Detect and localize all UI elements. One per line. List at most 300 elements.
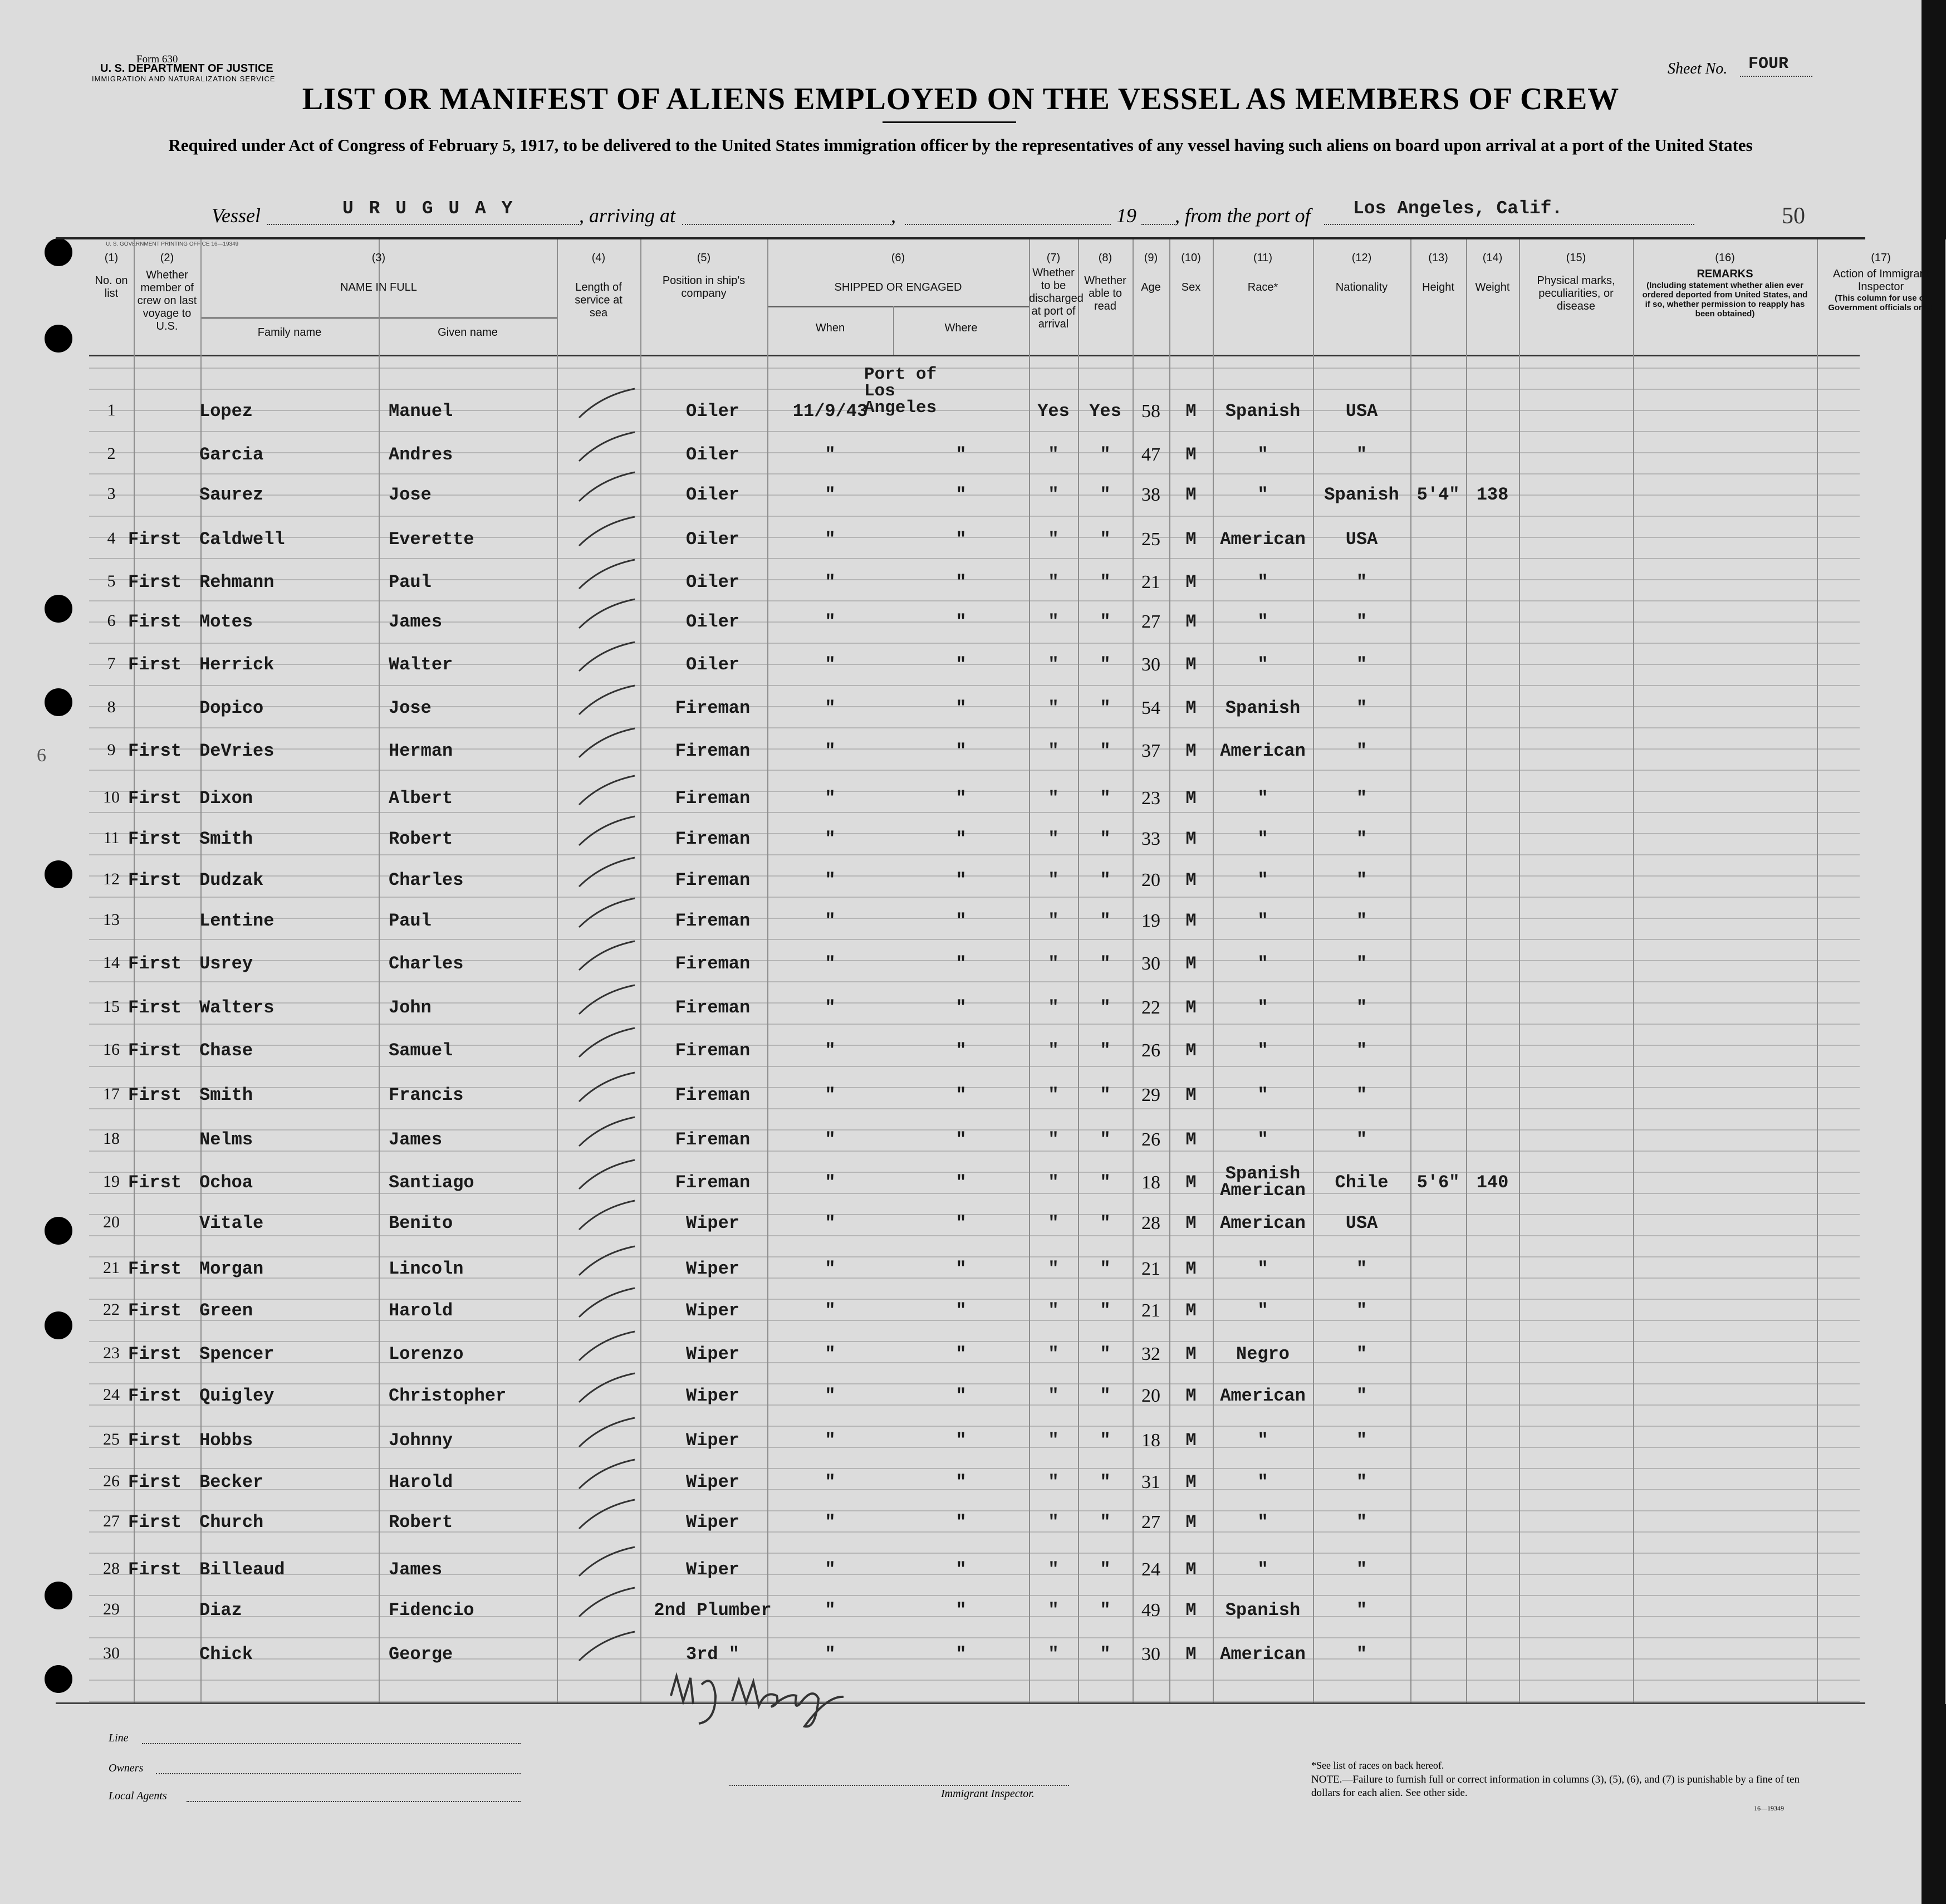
row-9-disch: " <box>1048 741 1059 761</box>
row-25-position: Wiper <box>685 1430 739 1451</box>
row-30-where: " <box>955 1644 967 1665</box>
row-19-age: 18 <box>1141 1172 1160 1193</box>
row-5-prev: First <box>128 572 182 593</box>
row-5-disch: " <box>1048 572 1059 593</box>
row-12-where: " <box>955 870 967 890</box>
service-tick-mark <box>568 1196 640 1235</box>
row-12-family: Dudzak <box>199 870 264 890</box>
col-prev-voyage-header: (2) Whether member of crew on last voyage to U.S. <box>137 252 197 332</box>
footer-form-code: 16—19349 <box>1754 1804 1784 1812</box>
grid-line <box>89 473 1860 474</box>
col-no-header: (1) No. on list <box>95 252 128 300</box>
row-13-disch: " <box>1048 911 1059 931</box>
row-22-position: Wiper <box>685 1300 739 1321</box>
row-7-given: Walter <box>389 654 453 675</box>
row-13-given: Paul <box>389 911 432 931</box>
row-19-weight: 140 <box>1476 1172 1509 1193</box>
row-15-prev: First <box>128 997 182 1018</box>
row-29-given: Fidencio <box>389 1600 474 1621</box>
service-tick-mark <box>568 1284 640 1323</box>
binder-hole <box>45 1582 72 1609</box>
row-11-age: 33 <box>1141 829 1160 849</box>
row-15-read: " <box>1100 997 1111 1018</box>
row-23-sex: M <box>1185 1344 1197 1364</box>
row-19-position: Fireman <box>675 1172 751 1193</box>
row-11-sex: M <box>1185 829 1197 849</box>
row-11-no: 11 <box>103 829 120 847</box>
row-16-given: Samuel <box>389 1040 453 1061</box>
row-12-nat: " <box>1356 870 1367 890</box>
row-17-prev: First <box>128 1085 182 1105</box>
col-position-header: (5) Position in ship's company <box>662 252 746 300</box>
binder-hole <box>45 688 72 716</box>
grid-line <box>89 1256 1860 1257</box>
row-16-family: Chase <box>199 1040 253 1061</box>
row-22-disch: " <box>1048 1300 1059 1321</box>
grid-line <box>89 981 1860 982</box>
row-8-family: Dopico <box>199 698 264 718</box>
service-tick-mark <box>568 1369 640 1408</box>
row-8-disch: " <box>1048 698 1059 718</box>
row-9-where: " <box>955 741 967 761</box>
row-7-family: Herrick <box>199 654 275 675</box>
row-21-position: Wiper <box>685 1259 739 1279</box>
row-17-age: 29 <box>1141 1085 1160 1105</box>
row-26-race: " <box>1257 1472 1268 1492</box>
col-race-header: (11) Race* <box>1247 252 1278 293</box>
races-note: *See list of races on back hereof. <box>1311 1760 1444 1771</box>
row-3-given: Jose <box>389 484 432 505</box>
column-divider <box>1633 239 1634 1704</box>
row-29-no: 29 <box>103 1600 120 1618</box>
row-23-given: Lorenzo <box>389 1344 464 1364</box>
row-16-age: 26 <box>1141 1040 1160 1061</box>
service-tick-mark <box>568 681 640 720</box>
row-11-position: Fireman <box>675 829 751 849</box>
row-15-race: " <box>1257 997 1268 1018</box>
row-12-disch: " <box>1048 870 1059 890</box>
row-23-where: " <box>955 1344 967 1364</box>
vessel-line <box>267 224 579 225</box>
row-5-sex: M <box>1185 572 1197 593</box>
service-tick-mark <box>568 468 640 507</box>
port-value: Los Angeles, Calif. <box>1353 198 1563 219</box>
row-2-disch: " <box>1048 444 1059 465</box>
row-4-no: 4 <box>107 529 116 547</box>
row-30-given: George <box>389 1644 453 1665</box>
row-2-position: Oiler <box>685 444 739 465</box>
row-7-sex: M <box>1185 654 1197 675</box>
row-12-no: 12 <box>103 870 120 888</box>
row-18-where: " <box>955 1129 967 1150</box>
service-tick-mark <box>568 384 640 423</box>
form-number: Form 630 <box>136 53 178 65</box>
row-13-sex: M <box>1185 911 1197 931</box>
row-24-no: 24 <box>103 1386 120 1404</box>
row-3-position: Oiler <box>685 484 739 505</box>
row-15-disch: " <box>1048 997 1059 1018</box>
row-10-nat: " <box>1356 788 1367 809</box>
row-1-sex: M <box>1185 401 1197 422</box>
row-19-when: " <box>825 1172 836 1193</box>
row-1-age: 58 <box>1141 401 1160 422</box>
row-20-age: 28 <box>1141 1213 1160 1234</box>
row-2-nat: " <box>1356 444 1367 465</box>
col-nationality-header: (12) Nationality <box>1335 252 1388 293</box>
row-28-read: " <box>1100 1559 1111 1580</box>
row-19-no: 19 <box>103 1172 120 1191</box>
row-14-race: " <box>1257 953 1268 974</box>
row-6-given: James <box>389 611 443 632</box>
row-28-disch: " <box>1048 1559 1059 1580</box>
row-4-prev: First <box>128 529 182 550</box>
page-subtitle: Required under Act of Congress of February 5, 1917, to be delivered to the United States immigration officer by the representatives of any vessel having such aliens on board upon arrival at a port of the United States <box>168 135 1753 155</box>
service-tick-mark <box>568 812 640 851</box>
service-tick-mark <box>568 1242 640 1281</box>
row-20-where: " <box>955 1213 967 1234</box>
row-17-disch: " <box>1048 1085 1059 1105</box>
row-20-family: Vitale <box>199 1213 264 1234</box>
row-2-age: 47 <box>1141 444 1160 465</box>
row-5-nat: " <box>1356 572 1367 593</box>
row-26-prev: First <box>128 1472 182 1492</box>
row-22-where: " <box>955 1300 967 1321</box>
row-16-prev: First <box>128 1040 182 1061</box>
department-name: U. S. DEPARTMENT OF JUSTICE <box>100 62 273 75</box>
row-26-disch: " <box>1048 1472 1059 1492</box>
row-2-no: 2 <box>107 444 116 463</box>
row-4-age: 25 <box>1141 529 1160 550</box>
row-3-race: " <box>1257 484 1268 505</box>
row-1-nat: USA <box>1345 401 1378 422</box>
row-4-read: " <box>1100 529 1111 550</box>
grid-line <box>89 1066 1860 1067</box>
row-8-given: Jose <box>389 698 432 718</box>
row-22-race: " <box>1257 1300 1268 1321</box>
row-20-when: " <box>825 1213 836 1234</box>
row-10-no: 10 <box>103 788 120 806</box>
row-30-disch: " <box>1048 1644 1059 1665</box>
row-10-race: " <box>1257 788 1268 809</box>
row-20-disch: " <box>1048 1213 1059 1234</box>
row-11-race: " <box>1257 829 1268 849</box>
row-6-age: 27 <box>1141 611 1160 632</box>
service-tick-mark <box>568 771 640 810</box>
service-tick-mark <box>568 1068 640 1107</box>
vessel-label: Vessel <box>212 204 261 227</box>
col-marks-header: (15) Physical marks, peculiarities, or disease <box>1537 252 1615 312</box>
row-3-family: Saurez <box>199 484 264 505</box>
row-14-family: Usrey <box>199 953 253 974</box>
binder-hole <box>45 325 72 353</box>
row-29-read: " <box>1100 1600 1111 1621</box>
row-9-prev: First <box>128 741 182 761</box>
row-21-read: " <box>1100 1259 1111 1279</box>
row-15-where: " <box>955 997 967 1018</box>
row-8-read: " <box>1100 698 1111 718</box>
row-28-nat: " <box>1356 1559 1367 1580</box>
grid-line <box>89 1680 1860 1681</box>
column-divider <box>379 239 380 1704</box>
grid-line <box>89 1151 1860 1152</box>
row-26-sex: M <box>1185 1472 1197 1492</box>
row-27-race: " <box>1257 1512 1268 1533</box>
column-divider <box>1519 239 1520 1704</box>
row-15-nat: " <box>1356 997 1367 1018</box>
row-23-disch: " <box>1048 1344 1059 1364</box>
row-21-race: " <box>1257 1259 1268 1279</box>
grid-line <box>89 431 1860 432</box>
col-remarks-header: (16) REMARKS (Including statement whether alien ever ordered deported from United States, and if so, whether permission to reapply has been obtained) <box>1642 252 1808 319</box>
grid-line <box>89 1701 1860 1702</box>
sheet-label: Sheet No. <box>1668 60 1728 77</box>
row-13-family: Lentine <box>199 911 275 931</box>
row-25-race: " <box>1257 1430 1268 1451</box>
row-4-race: American <box>1220 529 1306 550</box>
service-tick-mark <box>568 1413 640 1452</box>
service-tick-mark <box>568 1543 640 1582</box>
row-30-when: " <box>825 1644 836 1665</box>
row-1-read: Yes <box>1089 401 1121 422</box>
service-tick-mark <box>568 595 640 634</box>
row-22-sex: M <box>1185 1300 1197 1321</box>
row-9-race: American <box>1220 741 1306 761</box>
row-23-nat: " <box>1356 1344 1367 1364</box>
row-3-no: 3 <box>107 484 116 503</box>
binder-hole <box>45 1217 72 1245</box>
row-22-family: Green <box>199 1300 253 1321</box>
row-21-no: 21 <box>103 1259 120 1277</box>
row-7-nat: " <box>1356 654 1367 675</box>
row-18-read: " <box>1100 1129 1111 1150</box>
row-26-no: 26 <box>103 1472 120 1490</box>
sheet-value: FOUR <box>1748 55 1789 74</box>
from-port-label: , from the port of <box>1175 204 1311 227</box>
column-divider <box>640 239 641 1704</box>
row-8-age: 54 <box>1141 698 1160 718</box>
row-25-family: Hobbs <box>199 1430 253 1451</box>
grid-line <box>89 727 1860 728</box>
row-12-when: " <box>825 870 836 890</box>
row-17-no: 17 <box>103 1085 120 1103</box>
col-when-header: When <box>815 322 845 334</box>
row-4-disch: " <box>1048 529 1059 550</box>
row-29-disch: " <box>1048 1600 1059 1621</box>
row-10-sex: M <box>1185 788 1197 809</box>
row-20-race: American <box>1220 1213 1306 1234</box>
row-12-race: " <box>1257 870 1268 890</box>
row-3-when: " <box>825 484 836 505</box>
year-line <box>1141 224 1175 225</box>
row-26-given: Harold <box>389 1472 453 1492</box>
row-23-when: " <box>825 1344 836 1364</box>
service-tick-mark <box>568 1583 640 1622</box>
row-1-when: 11/9/43 <box>792 401 868 422</box>
row-23-family: Spencer <box>199 1344 275 1364</box>
row-9-given: Herman <box>389 741 453 761</box>
row-20-given: Benito <box>389 1213 453 1234</box>
row-12-sex: M <box>1185 870 1197 890</box>
row-14-position: Fireman <box>675 953 751 974</box>
row-25-prev: First <box>128 1430 182 1451</box>
grid-line <box>89 897 1860 898</box>
row-20-sex: M <box>1185 1213 1197 1234</box>
row-13-no: 13 <box>103 911 120 929</box>
row-21-where: " <box>955 1259 967 1279</box>
arriving-label: , arriving at <box>579 204 676 227</box>
row-15-family: Walters <box>199 997 275 1018</box>
row-7-disch: " <box>1048 654 1059 675</box>
row-4-nat: USA <box>1345 529 1378 550</box>
footer-line-label: Line <box>109 1732 129 1744</box>
row-30-nat: " <box>1356 1644 1367 1665</box>
inspector-signature <box>660 1662 860 1735</box>
row-2-when: " <box>825 444 836 465</box>
row-21-when: " <box>825 1259 836 1279</box>
row-27-no: 27 <box>103 1512 120 1530</box>
grid-line <box>89 685 1860 686</box>
row-29-age: 49 <box>1141 1600 1160 1621</box>
row-26-when: " <box>825 1472 836 1492</box>
binder-hole <box>45 860 72 888</box>
row-24-nat: " <box>1356 1386 1367 1406</box>
row-15-no: 15 <box>103 997 120 1016</box>
row-26-age: 31 <box>1141 1472 1160 1492</box>
row-6-position: Oiler <box>685 611 739 632</box>
column-divider <box>1466 239 1467 1704</box>
col-given-name-header: Given name <box>438 326 498 339</box>
row-8-sex: M <box>1185 698 1197 718</box>
row-27-disch: " <box>1048 1512 1059 1533</box>
title-rule <box>883 121 1016 123</box>
row-4-sex: M <box>1185 529 1197 550</box>
col-weight-header: (14) Weight <box>1475 252 1510 293</box>
row-3-read: " <box>1100 484 1111 505</box>
row-9-family: DeVries <box>199 741 275 761</box>
row-7-race: " <box>1257 654 1268 675</box>
vessel-value: U R U G U A Y <box>342 198 515 219</box>
row-13-where: " <box>955 911 967 931</box>
row-8-race: Spanish <box>1225 698 1301 718</box>
footer-note: NOTE.—Failure to furnish full or correct information in columns (3), (5), (6), and (7) is punishable by a fine of ten dollars for each alien. See other side. <box>1311 1774 1800 1799</box>
row-28-when: " <box>825 1559 836 1580</box>
grid-line <box>89 1108 1860 1109</box>
row-18-given: James <box>389 1129 443 1150</box>
row-19-height: 5'6" <box>1416 1172 1460 1193</box>
page-title: LIST OR MANIFEST OF ALIENS EMPLOYED ON THE VESSEL AS MEMBERS OF CREW <box>302 82 1620 116</box>
row-16-position: Fireman <box>675 1040 751 1061</box>
service-tick-mark <box>568 1495 640 1534</box>
row-20-no: 20 <box>103 1213 120 1231</box>
row-3-weight: 138 <box>1476 484 1509 505</box>
row-26-read: " <box>1100 1472 1111 1492</box>
row-25-disch: " <box>1048 1430 1059 1451</box>
col-where-header: Where <box>944 322 978 334</box>
col-name-header: (3) NAME IN FULL <box>340 252 417 293</box>
row-29-when: " <box>825 1600 836 1621</box>
row-30-age: 30 <box>1141 1644 1160 1665</box>
row-3-where: " <box>955 484 967 505</box>
service-tick-mark <box>568 981 640 1020</box>
grid-line <box>89 1383 1860 1384</box>
row-7-age: 30 <box>1141 654 1160 675</box>
row-14-when: " <box>825 953 836 974</box>
manifest-sheet: Form 630 U. S. DEPARTMENT OF JUSTICE IMMIGRATION AND NATURALIZATION SERVICE Sheet No. FOUR LIST OR MANIFEST OF ALIENS EMPLOYED ON THE VESSEL AS MEMBERS OF CREW Required under Act of Congress of February 5, 1917, to be delivered to the United States immigration officer by the representatives of any vessel having such aliens on board upon arrival at a port of the United States Vessel U R U G U A Y , arriving at , 19 , from the port of Los Angeles, Calif. 50 U. S. GOVERNMENT PRINTING OFFICE 16—19349 6 (1) No. on list (2) Whether member of crew on last voyage to U.S. (3) NAME IN FULL Family name Given name (4) Length of service at sea (5) Position in ship's company (6) SHIPPED OR ENGAGED When Where (7) Whether to be discharged at port of arrival (8) Whether able to read (9) Age (10) Sex (11) Race* (12) Nationality (13) Height (14) Weight (15) Physical marks, peculiarities, or disease (16) REMARKS (Including statement whether alien ever ordered deported from United States, and if so, whether permission to reapply has been obtained) (17) Action of Immigrant Inspector (This column for use of Government officials only) 1 Lopez Manuel Oiler 11/9/43 Yes Yes 58 M Spanish USA 2 Garcia Andres Oiler " " " " 47 M " " 3 Saurez Jose Oiler " " " " 38 M " Spanish 5'4" 138 4 First Caldwell Everette Oiler " " " " 25 M American USA 5 First Rehmann Paul Oiler " " " " 21 M " " 6 First Motes James Oiler " " " " 27 M " " 7 First Herrick Walter Oiler " " " " 30 M " " 8 Dopico Jose Fireman " " " " 54 M Spanish " 9 First DeVries Herman Fireman " " " " 37 M American " 10 First Dixon Albert Fireman " " " " 23 M " " 11 First Smith Robert Fireman " " " " 33 M " " 12 First Dudzak Charles Fireman " " " " 20 M " " 13 Lentine Paul Fireman " " " " 19 M " " 14 First Usrey Charles Fireman " " " " 30 M " " 15 First Walters John Fireman " " " " 22 M " " 16 First Chase Samuel Fireman " " " " 26 M " " 17 First Smith Francis Fireman " " " " 29 M " " 18 Nelms James Fireman " " " " 26 M " " 19 First Ochoa Santiago Fireman " " " " 18 M Spanish American Chile 5'6" 140 20 Vitale Benito Wiper " " " " 28 M American USA 21 First Morgan Lincoln Wiper " " " " 21 M " " 22 First Green Harold Wiper " " " " 21 M " " 23 First Spencer Lorenzo Wiper " " " " 32 M Negro " 24 First Quigley Christopher Wiper " " " " 20 M American " 25 First Hobbs Johnny Wiper " " " " 18 M " " 26 First Becker Harold Wiper " " " " 31 M " " 27 First Church Robert Wiper " " " " 27 M " " 28 First Billeaud James Wiper " " " " 24 M " " 29 Diaz Fidencio 2nd Plumber " " " " 49 M Spanish " 30 Chick George 3rd " " " " " 30 M American " Port of Los Angeles Line Owners Local Agents Immigrant Inspector. *See list of races on back hereof. NOTE.—Failure to furnish full or correct information in columns (3), (5), (6), and (7) is punishable by a fine of ten dollars for each alien. See other side. 16—19349 <box>0 0 1922 1904</box>
row-25-given: Johnny <box>389 1430 453 1451</box>
row-27-family: Church <box>199 1512 264 1533</box>
row-14-disch: " <box>1048 953 1059 974</box>
row-13-position: Fireman <box>675 911 751 931</box>
row-14-given: Charles <box>389 953 464 974</box>
column-divider <box>557 239 558 1704</box>
row-27-sex: M <box>1185 1512 1197 1533</box>
col-family-name-header: Family name <box>257 326 322 339</box>
row-17-sex: M <box>1185 1085 1197 1105</box>
row-13-read: " <box>1100 911 1111 931</box>
inspector-label: Immigrant Inspector. <box>941 1788 1035 1800</box>
row-23-read: " <box>1100 1344 1111 1364</box>
row-8-no: 8 <box>107 698 116 716</box>
row-2-given: Andres <box>389 444 453 465</box>
row-19-sex: M <box>1185 1172 1197 1193</box>
row-10-prev: First <box>128 788 182 809</box>
grid-line <box>89 516 1860 517</box>
row-11-prev: First <box>128 829 182 849</box>
date-line <box>905 224 1111 225</box>
grid-line <box>89 389 1860 390</box>
row-17-position: Fireman <box>675 1085 751 1105</box>
col-height-header: (13) Height <box>1422 252 1454 293</box>
row-25-nat: " <box>1356 1430 1367 1451</box>
row-22-age: 21 <box>1141 1300 1160 1321</box>
grid-line <box>89 1510 1860 1511</box>
row-22-read: " <box>1100 1300 1111 1321</box>
row-16-when: " <box>825 1040 836 1061</box>
row-26-position: Wiper <box>685 1472 739 1492</box>
grid-line <box>89 1024 1860 1025</box>
row-24-sex: M <box>1185 1386 1197 1406</box>
row-12-age: 20 <box>1141 870 1160 890</box>
row-19-disch: " <box>1048 1172 1059 1193</box>
service-tick-mark <box>568 1327 640 1366</box>
row-5-family: Rehmann <box>199 572 275 593</box>
row-16-disch: " <box>1048 1040 1059 1061</box>
row-16-no: 16 <box>103 1040 120 1059</box>
row-9-read: " <box>1100 741 1111 761</box>
row-19-prev: First <box>128 1172 182 1193</box>
row-21-prev: First <box>128 1259 182 1279</box>
row-27-where: " <box>955 1512 967 1533</box>
row-9-no: 9 <box>107 741 116 759</box>
row-20-read: " <box>1100 1213 1111 1234</box>
grid-line <box>89 1235 1860 1236</box>
row-5-when: " <box>825 572 836 593</box>
row-11-when: " <box>825 829 836 849</box>
grid-line <box>89 1193 1860 1194</box>
row-24-position: Wiper <box>685 1386 739 1406</box>
row-24-given: Christopher <box>389 1386 507 1406</box>
row-5-age: 21 <box>1141 572 1160 593</box>
shipped-subheader-rule <box>767 306 1029 307</box>
row-17-where: " <box>955 1085 967 1105</box>
row-18-position: Fireman <box>675 1129 751 1150</box>
row-6-nat: " <box>1356 611 1367 632</box>
row-2-family: Garcia <box>199 444 264 465</box>
margin-note: 6 <box>37 745 46 766</box>
row-17-family: Smith <box>199 1085 253 1105</box>
grid-line <box>89 812 1860 813</box>
row-1-race: Spanish <box>1225 401 1301 422</box>
